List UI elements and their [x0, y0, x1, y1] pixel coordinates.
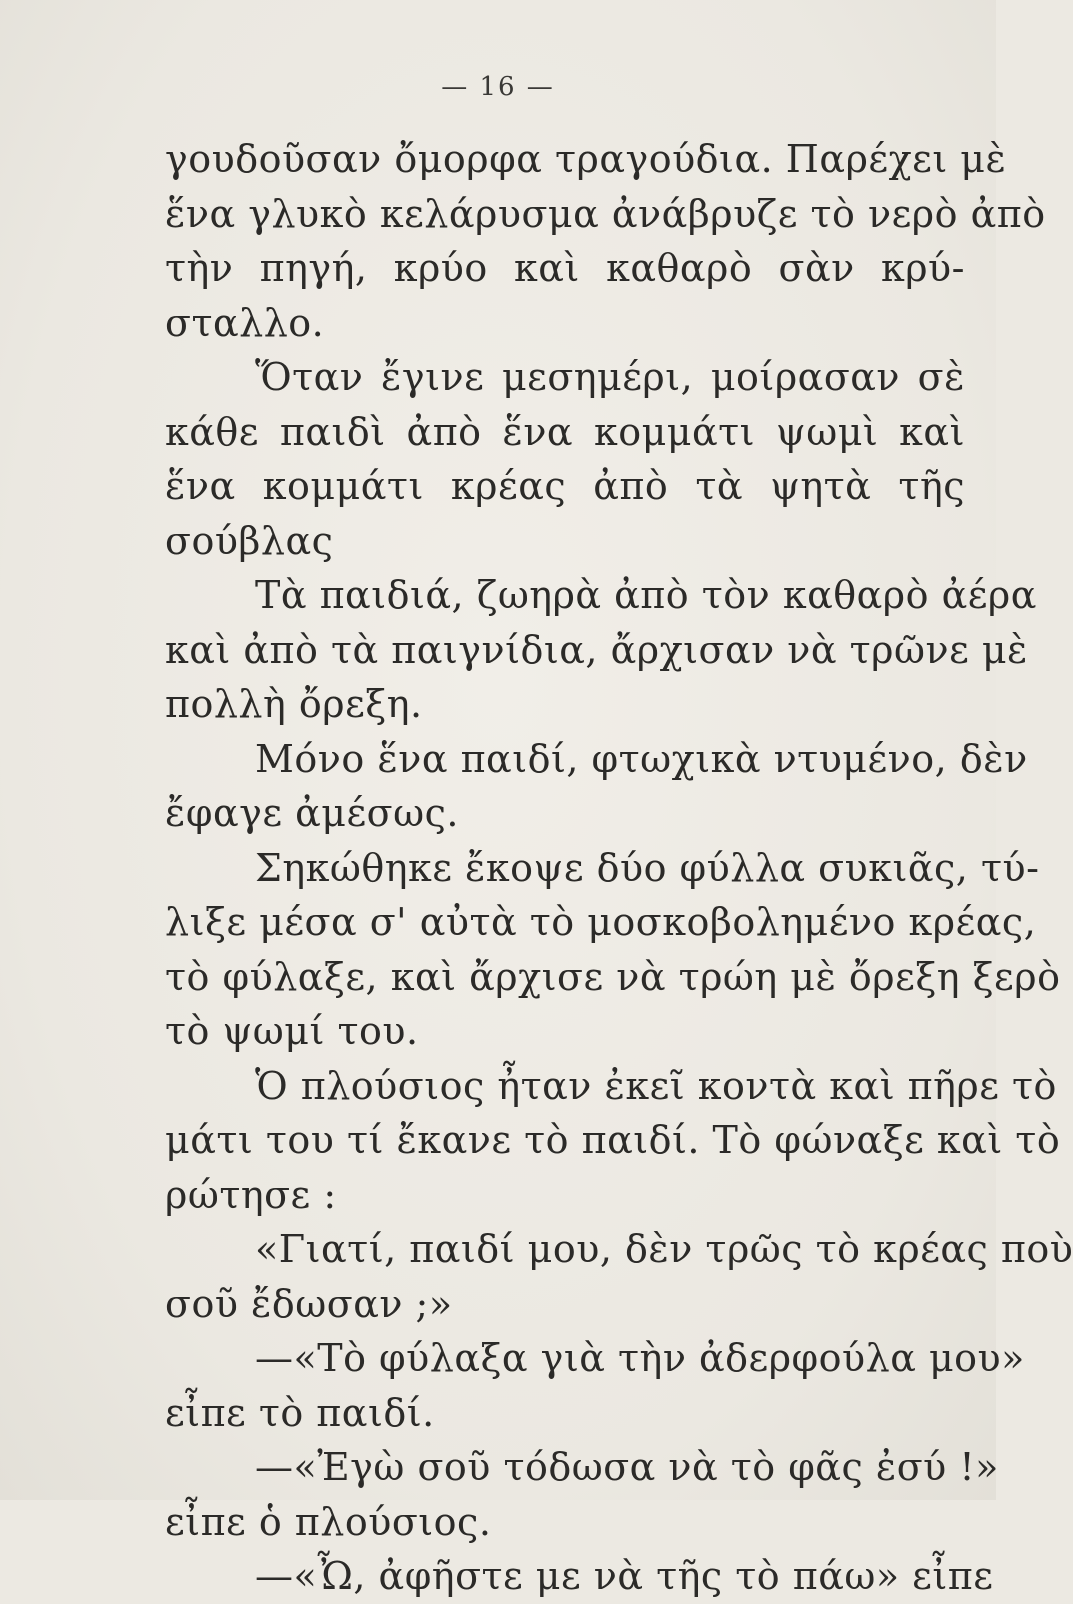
text-line: λιξε μέσα σ' αὐτὰ τὸ μοσκοβολημένο κρέας,	[165, 900, 1037, 944]
text-line: εἶπε ὁ πλούσιος.	[165, 1499, 492, 1544]
text-line: —«Τὸ φύλαξα γιὰ τὴν ἀδερφούλα μου»	[255, 1336, 1025, 1380]
text-line: τὸ ψωμί του.	[165, 1009, 419, 1053]
body-text	[165, 132, 1073, 1604]
text-line: τὴν πηγή, κρύο καὶ καθαρὸ σὰν κρύ-	[165, 246, 965, 290]
text-line: εἶπε τὸ παιδί.	[165, 1390, 435, 1435]
text-line: ἕνα κομμάτι κρέας ἀπὸ τὰ ψητὰ τῆς	[165, 464, 965, 508]
text-line: «Γιατί, παιδί μου, δὲν τρῶς τὸ κρέας ποὺ	[255, 1227, 1073, 1271]
text-line: καὶ ἀπὸ τὰ παιγνίδια, ἄρχισαν νὰ τρῶνε μὲ	[165, 627, 1028, 672]
text-line: σοῦ ἔδωσαν ;»	[165, 1281, 453, 1326]
text-line: Σηκώθηκε ἔκοψε δύο φύλλα συκιᾶς, τύ-	[255, 845, 1040, 890]
text-line: κάθε παιδὶ ἀπὸ ἕνα κομμάτι ψωμὶ καὶ	[165, 409, 965, 454]
text-line: τὸ φύλαξε, καὶ ἄρχισε νὰ τρώη μὲ ὄρεξη ξερὸ	[165, 954, 1061, 999]
text-line: μάτι του τί ἔκανε τὸ παιδί. Τὸ φώναξε καὶ τὸ	[165, 1118, 1061, 1162]
text-line: σούβλας	[165, 518, 334, 563]
text-line: γουδοῦσαν ὄμορφα τραγούδια. Παρέχει μὲ	[165, 137, 1007, 181]
text-line: Μόνο ἕνα παιδί, φτωχικὰ ντυμένο, δὲν	[255, 736, 1028, 781]
text-line: —«Ὦ, ἀφῆστε με νὰ τῆς τὸ πάω» εἶπε	[255, 1554, 994, 1598]
text-line: Ὅταν ἔγινε μεσημέρι, μοίρασαν σὲ	[255, 355, 965, 399]
text-line: σταλλο.	[165, 300, 325, 345]
text-line: Ὁ πλούσιος ἦταν ἐκεῖ κοντὰ καὶ πῆρε τὸ	[255, 1063, 1057, 1108]
text-line: πολλὴ ὄρεξη.	[165, 682, 423, 726]
text-line: ἕνα γλυκὸ κελάρυσμα ἀνάβρυζε τὸ νερὸ ἀπὸ	[165, 191, 1046, 236]
page-number: — 16 —	[441, 72, 555, 102]
text-line: ρώτησε :	[165, 1172, 337, 1217]
text-line: Τὰ παιδιά, ζωηρὰ ἀπὸ τὸν καθαρὸ ἀέρα	[255, 573, 1037, 617]
text-line: ἔφαγε ἀμέσως.	[165, 791, 459, 835]
text-line: —«Ἐγὼ σοῦ τόδωσα νὰ τὸ φᾶς ἐσύ !»	[255, 1445, 999, 1489]
